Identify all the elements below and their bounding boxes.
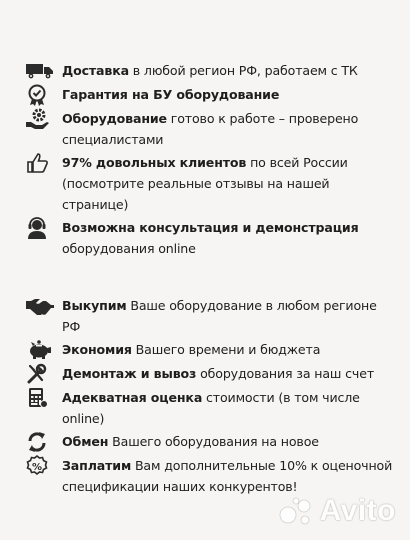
item-text: Обмен Вашего оборудования на новое bbox=[62, 434, 319, 449]
avito-wordmark: Avito bbox=[319, 494, 396, 527]
item-text: Оборудование готово к работе – проверено специалистами bbox=[62, 111, 359, 147]
list-item-buyout bbox=[26, 295, 398, 337]
guarantee-badge-icon bbox=[26, 84, 56, 106]
item-text: Возможна консультация и демонстрация оборудования online bbox=[62, 220, 359, 256]
list-item-equipment bbox=[26, 108, 398, 150]
list-item-guarantee bbox=[26, 84, 398, 106]
thumbs-up-icon bbox=[26, 152, 56, 174]
list-item-economy bbox=[26, 339, 398, 361]
avito-watermark bbox=[278, 494, 396, 528]
item-text: 97% довольных клиентов по всей России (посмотрите реальные отзывы на нашей странице) bbox=[62, 155, 348, 212]
list-item-consultation bbox=[26, 217, 398, 259]
item-text: Выкупим Ваше оборудование в любом регионе РФ bbox=[62, 298, 377, 334]
list-item-exchange bbox=[26, 431, 398, 453]
item-text: Гарантия на БУ оборудование bbox=[62, 87, 280, 102]
calculator-icon bbox=[26, 387, 56, 409]
svg-text:%: % bbox=[31, 462, 43, 473]
list-item-dismantling bbox=[26, 363, 398, 385]
headset-operator-icon bbox=[26, 217, 56, 239]
avito-logo-icon bbox=[278, 496, 316, 526]
gear-hand-icon bbox=[26, 108, 56, 130]
item-text: Демонтаж и вывоз оборудования за наш счет bbox=[62, 366, 375, 381]
list-item-delivery bbox=[26, 60, 398, 82]
advantages-list bbox=[26, 60, 398, 261]
truck-icon bbox=[26, 60, 56, 82]
handshake-icon bbox=[26, 295, 56, 317]
item-text: Доставка в любой регион РФ, работаем с ТК bbox=[62, 63, 358, 78]
exchange-arrows-icon bbox=[26, 431, 56, 453]
list-item-evaluation bbox=[26, 387, 398, 429]
item-text: Экономия Вашего времени и бюджета bbox=[62, 342, 321, 357]
percent-badge-icon bbox=[26, 455, 56, 477]
piggy-bank-icon bbox=[26, 339, 56, 361]
tools-icon bbox=[26, 363, 56, 385]
list-item-clients bbox=[26, 152, 398, 215]
item-text: Заплатим Вам дополнительные 10% к оценочной спецификации наших конкурентов! bbox=[62, 458, 393, 494]
buyout-list bbox=[26, 295, 398, 499]
list-item-pay-extra bbox=[26, 455, 398, 497]
item-text: Адекватная оценка стоимости (в том числе online) bbox=[62, 390, 360, 426]
